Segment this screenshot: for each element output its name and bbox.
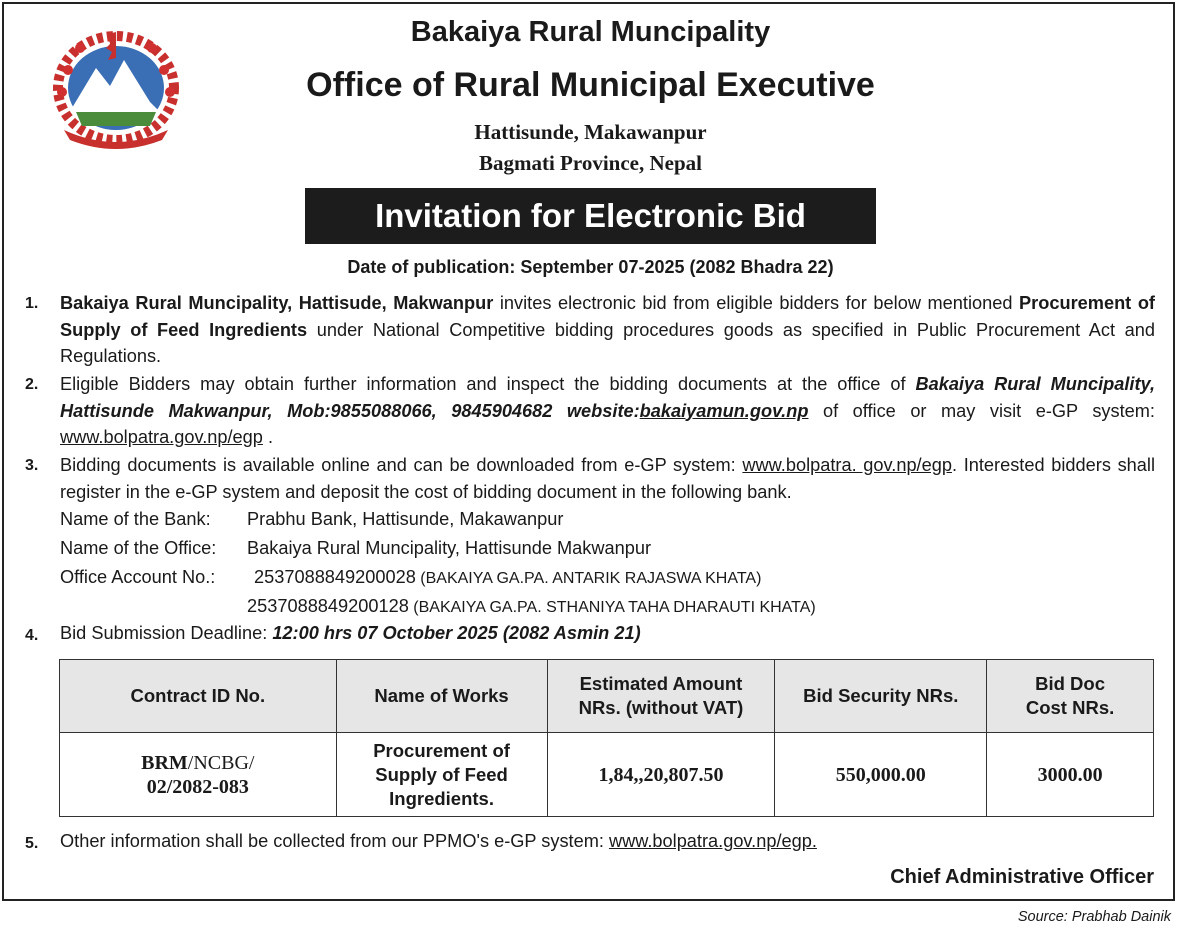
account-label: Office Account No.:: [60, 567, 216, 587]
header-doc-cost: [987, 660, 1154, 733]
address-line-1: Hattisunde, Makawanpur: [474, 120, 707, 144]
deadline-value: 12:00 hrs 07 October 2025 (2082 Asmin 21): [272, 623, 641, 643]
bid-table: [59, 659, 1154, 817]
municipality-website-link[interactable]: bakaiyamun.gov.np: [639, 400, 809, 421]
egp-download-link[interactable]: www.bolpatra. gov.np/egp: [742, 455, 952, 475]
item-number-2: 2.: [25, 376, 39, 393]
item-5: [60, 831, 817, 852]
item-number-1: 1.: [25, 295, 39, 312]
item-3-text-a: Bidding documents is available online and can be downloaded from e-GP system:: [60, 455, 743, 475]
office-name: Office of Rural Municipal Executive: [306, 66, 875, 104]
account-2-number: 2537088849200128: [247, 596, 409, 616]
item-number-3: 3.: [25, 457, 39, 474]
doc-cost-cell: 3000.00: [987, 733, 1154, 817]
contract-id-suffix: 02/2082-083: [146, 775, 249, 798]
item-number-5: 5.: [25, 835, 39, 852]
item-2-text-b: of office or may visit e-GP system:: [808, 400, 1155, 421]
item-1-text-a: invites electronic bid from eligible bidders for below mentioned: [493, 293, 1020, 313]
item-2-end: .: [262, 427, 273, 447]
notice-title: Invitation for Electronic Bid: [305, 188, 876, 244]
item-2: [60, 371, 1155, 451]
header-estimated-amount: [547, 660, 775, 733]
item-number-4: 4.: [25, 627, 39, 644]
account-1-number: 2537088849200028: [254, 567, 416, 587]
bank-label: Name of the Bank:: [60, 509, 211, 529]
header-name-of-works: Name of Works: [336, 660, 547, 733]
bank-value: Prabhu Bank, Hattisunde, Makawanpur: [247, 509, 564, 529]
signatory: Chief Administrative Officer: [890, 866, 1154, 888]
contract-id-prefix: BRM: [141, 751, 188, 774]
municipality-name: Bakaiya Rural Muncipality: [410, 16, 771, 48]
address-line-2: Bagmati Province, Nepal: [478, 151, 702, 175]
egp-final-link[interactable]: www.bolpatra.gov.np/egp.: [608, 831, 817, 851]
bid-security-cell: 550,000.00: [775, 733, 987, 817]
account-1-note: (BAKAIYA GA.PA. ANTARIK RAJASWA KHATA): [415, 570, 762, 587]
item-3-text-b: . Interested bidders shall register in the e-GP system and deposit the cost of bidding document in the following bank.: [60, 455, 1155, 502]
contract-id-mid: /NCBG/: [187, 751, 255, 774]
header-estimated-amount-text: Estimated Amount NRs. (without VAT): [578, 673, 744, 718]
deadline-label: Bid Submission Deadline:: [60, 623, 273, 643]
item-2-text-a: Eligible Bidders may obtain further information and inspect the bidding documents at the office of: [60, 374, 916, 394]
works-text: Procurement of Supply of Feed Ingredients.: [373, 739, 510, 809]
item-3: [60, 452, 1155, 505]
item-4: [60, 623, 641, 644]
account-1: [254, 567, 761, 588]
works-cell: [336, 733, 547, 817]
table-row: [60, 733, 1154, 817]
item-1-procurement: Procurement of Supply of Feed Ingredients: [60, 293, 1155, 340]
header-contract-id: Contract ID No.: [60, 660, 337, 733]
contract-id-cell: [60, 733, 337, 817]
header-bid-security: Bid Security NRs.: [775, 660, 987, 733]
item-1-text-b: under National Competitive bidding procedures goods as specified in Public Procurement Act and Regulations.: [60, 319, 1155, 366]
account-2: [247, 596, 816, 617]
source-credit: Source: Prabhab Dainik: [1017, 909, 1171, 925]
item-1: [60, 290, 1155, 370]
egp-link[interactable]: www.bolpatra.gov.np/egp: [60, 427, 263, 447]
header-doc-cost-text: Bid Doc Cost NRs.: [1025, 673, 1115, 718]
publication-date: Date of publication: September 07-2025 (2082 Bhadra 22): [347, 257, 834, 277]
account-2-note: (BAKAIYA GA.PA. STHANIYA TAHA DHARAUTI KHATA): [408, 599, 816, 616]
item-5-text: Other information shall be collected from our PPMO's e-GP system:: [60, 831, 609, 851]
estimated-amount-cell: 1,84,,20,807.50: [547, 733, 775, 817]
table-header-row: [60, 660, 1154, 733]
item-1-municipality: Bakaiya Rural Muncipality, Hattisude, Makwanpur: [60, 293, 494, 313]
item-2-contact: Bakaiya Rural Muncipality, Hattisunde Makwanpur, Mob:9855088066, 9845904682 website:: [60, 374, 1155, 421]
office-label: Name of the Office:: [60, 538, 217, 558]
office-value: Bakaiya Rural Muncipality, Hattisunde Makwanpur: [247, 538, 652, 558]
